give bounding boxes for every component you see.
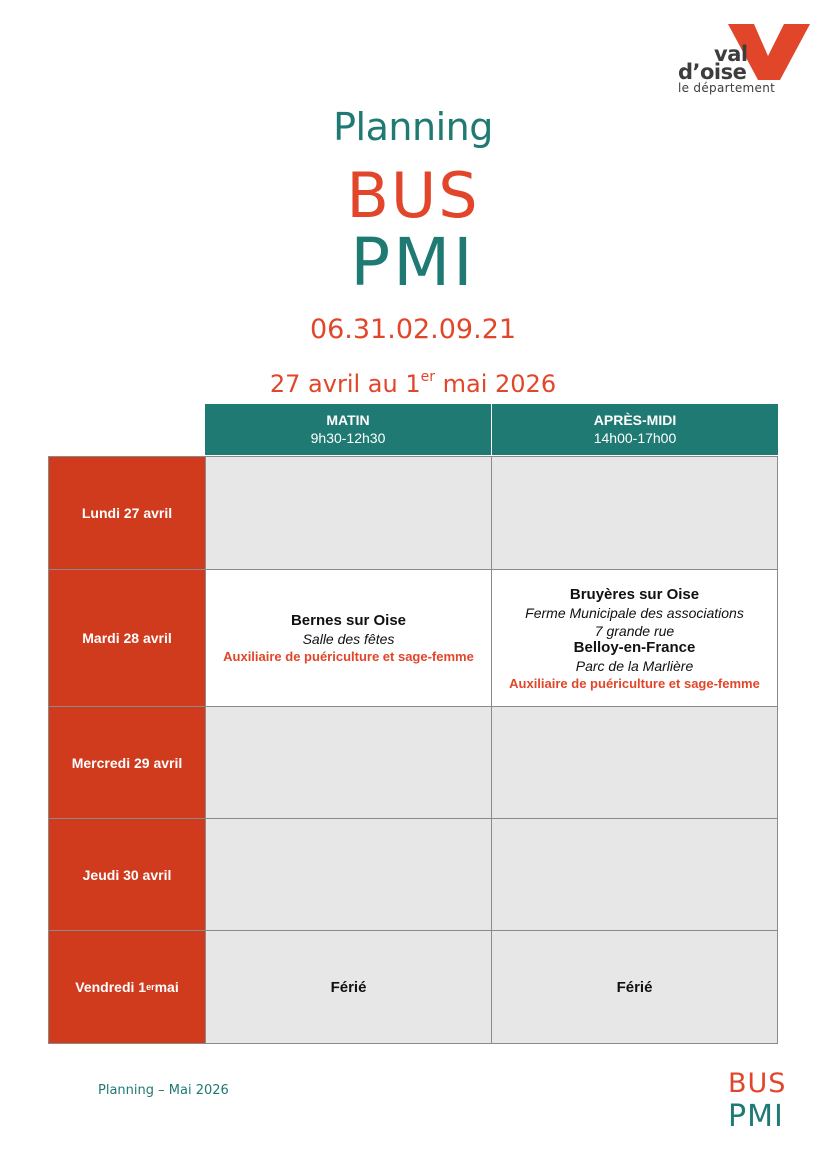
day-label: Mardi 28 avril [49,570,206,706]
day-label-ordinal: er [146,982,155,992]
day-label-start: Vendredi 1 [75,979,147,995]
table-row-tuesday [49,570,777,707]
cell-wednesday-morning [206,707,492,818]
location-name: Bruyères sur Oise [569,585,700,603]
cell-tuesday-afternoon [492,570,777,706]
holiday-label: Férié [330,978,367,996]
logo-line3: le département [678,81,776,95]
staff-info: Auxiliaire de puériculture et sage-femme [223,649,474,664]
date-range-start: 27 avril au 1 [269,370,421,398]
day-label: Mercredi 29 avril [49,707,206,818]
cell-thursday-afternoon [492,819,777,930]
cell-thursday-morning [206,819,492,930]
pmi-wordmark: PMI [350,224,476,301]
cell-friday-afternoon [492,931,777,1043]
table-row-thursday [49,819,777,931]
table-row-monday [49,457,777,570]
table-row-friday [49,931,777,1043]
location-name: Bernes sur Oise [290,612,407,629]
day-label: Jeudi 30 avril [49,819,206,930]
holiday-label: Férié [616,978,653,996]
logo-line2: d’oise [678,60,747,84]
page-title: Planning [333,105,493,149]
column-label: APRÈS-MIDI [593,412,677,428]
day-label-end: mai [154,979,179,995]
cell-wednesday-afternoon [492,707,777,818]
location-name: Belloy-en-France [573,638,696,656]
cell-monday-morning [206,457,492,569]
date-range [0,369,826,398]
venue-name: Salle des fêtes [302,631,395,647]
logo-line1: val [714,42,748,66]
column-label: MATIN [326,412,370,428]
staff-info: Auxiliaire de puériculture et sage-femme [509,675,760,691]
column-hours: 14h00-17h00 [593,430,677,446]
date-range-end: mai 2026 [435,370,557,398]
column-hours: 9h30-12h30 [310,430,386,446]
day-label [49,931,206,1043]
cell-friday-morning [206,931,492,1043]
venue-name: Ferme Municipale des associations [525,604,744,621]
cell-tuesday-morning [206,570,492,706]
val-doise-logo [678,20,813,100]
cell-monday-afternoon [492,457,777,569]
footer-bus-wordmark: BUS [728,1068,787,1099]
table-row-wednesday [49,707,777,819]
footer-pmi-wordmark: PMI [728,1099,784,1134]
column-header-afternoon [492,404,778,455]
phone-number: 06.31.02.09.21 [309,314,517,345]
date-range-ordinal: er [420,369,435,385]
venue-name: Parc de la Marlière [575,657,694,674]
column-header-morning [205,404,491,455]
schedule-table [48,456,778,1044]
bus-wordmark: BUS [346,159,480,232]
venue-address: 7 grande rue [594,622,675,639]
day-label: Lundi 27 avril [49,457,206,569]
footer-text: Planning – Mai 2026 [98,1083,229,1098]
